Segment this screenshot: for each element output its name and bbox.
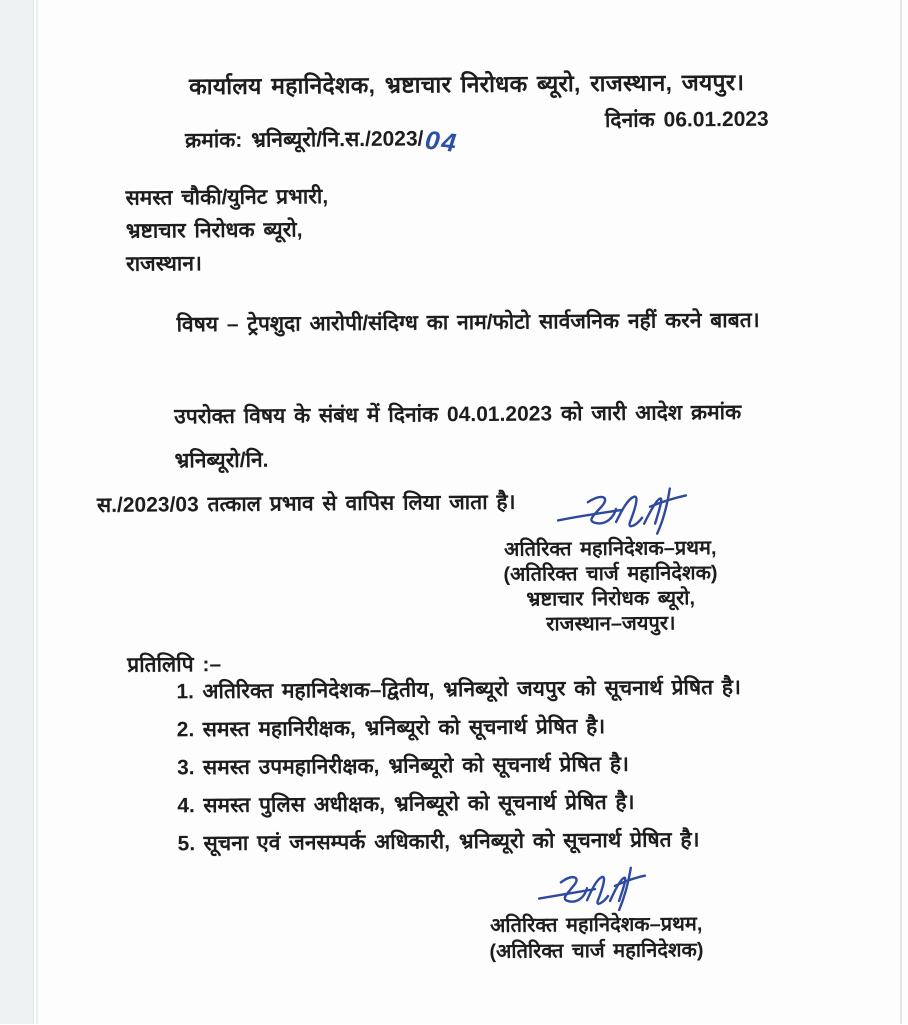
copy-section-heading: प्रतिलिपि :– — [127, 653, 222, 677]
body-line: उपरोक्त विषय के संबंध में दिनांक 04.01.2023 को जारी आदेश क्रमांक भ्रनिब्यूरो/नि. — [174, 400, 742, 473]
addressee-line: समस्त चौकी/युनिट प्रभारी, — [125, 185, 329, 210]
list-item-text: समस्त महानिरीक्षक, भ्रनिब्यूरो को सूचनार्थ प्रेषित है। — [202, 715, 606, 742]
copy-distribution-list — [176, 672, 817, 867]
handwritten-signature-icon — [556, 485, 690, 542]
list-item — [177, 786, 817, 829]
signatory-charge: (अतिरिक्त चार्ज महानिदेशक) — [503, 562, 718, 586]
signatory-block — [450, 536, 771, 639]
body-paragraph — [96, 390, 813, 528]
addressee-block — [125, 180, 328, 281]
handwritten-signature-icon — [537, 864, 647, 915]
list-item — [177, 824, 817, 867]
list-item — [177, 710, 817, 753]
reference-number-handwritten: 04 — [423, 124, 461, 159]
office-header-title: कार्यालय महानिदेशक, भ्रष्टाचार निरोधक ब्यूरो, राजस्थान, जयपुर। — [188, 68, 745, 100]
letter-date: दिनांक 06.01.2023 — [604, 107, 769, 133]
subject-line: विषय – ट्रेपशुदा आरोपी/संदिग्ध का नाम/फोटो सार्वजनिक नहीं करने बाबत। — [176, 308, 760, 337]
list-item-number: 1. — [176, 680, 195, 704]
list-item — [177, 748, 817, 791]
reference-number-printed: क्रमांक: भ्रनिब्यूरो/नि.स./2023/ — [184, 127, 424, 153]
addressee-line: भ्रष्टाचार निरोधक ब्यूरो, — [125, 218, 303, 243]
reference-number-line — [185, 124, 459, 157]
signatory-office: भ्रष्टाचार निरोधक ब्यूरो, — [526, 587, 696, 611]
list-item — [176, 672, 816, 715]
list-item-text: सूचना एवं जनसम्पर्क अधिकारी, भ्रनिब्यूरो को सूचनार्थ प्रेषित है। — [203, 828, 700, 856]
signatory-designation: अतिरिक्त महानिदेशक–प्रथम, — [490, 913, 703, 937]
list-item-number: 4. — [177, 794, 195, 818]
signatory-place: राजस्थान–जयपुर। — [546, 612, 676, 636]
list-item-text: समस्त पुलिस अधीक्षक, भ्रनिब्यूरो को सूचनार्थ प्रेषित है। — [203, 790, 635, 818]
list-item-text: समस्त उपमहानिरीक्षक, भ्रनिब्यूरो को सूचनार्थ प्रेषित है। — [202, 752, 630, 780]
bottom-signatory-block — [451, 911, 741, 965]
list-item-number: 2. — [176, 718, 195, 742]
body-line: स./2023/03 तत्काल प्रभाव से वापिस लिया जाता है। — [96, 490, 516, 518]
list-item-text: अतिरिक्त महानिदेशक–द्वितीय, भ्रनिब्यूरो जयपुर को सूचनार्थ प्रेषित है। — [202, 675, 742, 704]
signatory-designation: अतिरिक्त महानिदेशक–प्रथम, — [504, 537, 717, 561]
signatory-charge: (अतिरिक्त चार्ज महानिदेशक) — [489, 939, 704, 963]
list-item-number: 3. — [176, 756, 195, 780]
list-item-number: 5. — [177, 832, 196, 856]
addressee-line: राजस्थान। — [125, 252, 202, 276]
